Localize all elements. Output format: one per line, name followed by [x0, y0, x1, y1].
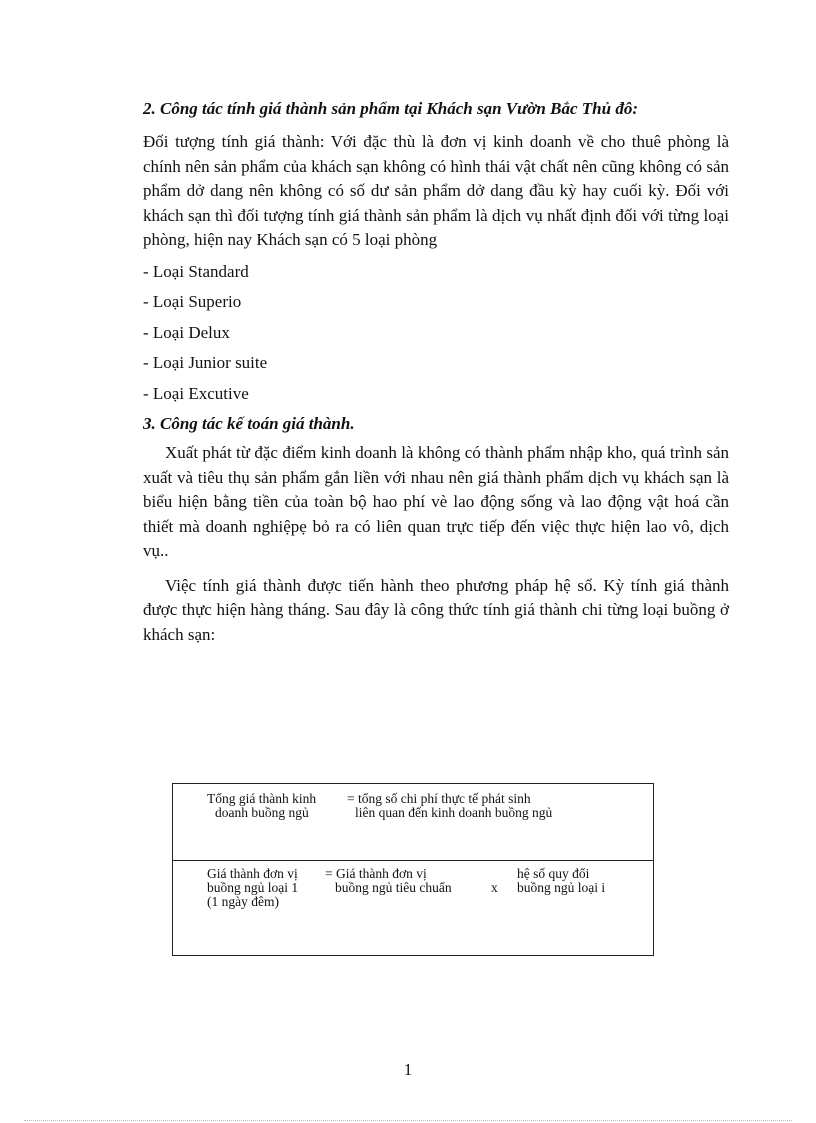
page-bottom-rule	[24, 1120, 792, 1121]
formula-total-label-line1: Tổng giá thành kinh	[207, 791, 317, 806]
formula-standard-unit-line1: = Giá thành đơn vị	[325, 866, 427, 881]
section-3-heading: 3. Công tác kế toán giá thành.	[143, 414, 355, 433]
formula-table	[172, 783, 654, 956]
formula-row-unit-cost	[173, 860, 653, 955]
formula-multiply-operator: x	[491, 880, 498, 895]
formula-total-definition-line1: = tổng số chi phí thực tế phát sinh	[347, 791, 531, 806]
formula-total-definition-line2: liên quan đến kinh doanh buồng ngủ	[355, 805, 553, 820]
room-type-item: - Loại Standard	[143, 261, 249, 281]
formula-unit-label-line3: (1 ngày đêm)	[207, 894, 279, 909]
room-type-list	[143, 257, 729, 410]
room-type-item: - Loại Excutive	[143, 383, 249, 403]
formula-standard-unit-line2: buồng ngủ tiêu chuẩn	[335, 880, 452, 895]
formula-total-label-line2: doanh buồng ngủ	[215, 805, 309, 820]
room-type-item: - Loại Junior suite	[143, 353, 268, 372]
room-type-item: - Loại Delux	[143, 322, 230, 342]
formula-row-total-cost	[173, 792, 653, 860]
section-2-heading: 2. Công tác tính giá thành sản phẩm tại Khách sạn Vườn Bắc Thủ đô:	[143, 99, 638, 118]
document-body	[143, 96, 729, 647]
formula-coefficient-line2: buồng ngủ loại i	[517, 880, 606, 895]
formula-unit-label-line1: Giá thành đơn vị	[207, 866, 298, 881]
room-type-item: - Loại Superio	[143, 292, 242, 311]
page-number: 1	[403, 1060, 413, 1079]
section-3-paragraph-2: Việc tính giá thành được tiến hành theo phương pháp hệ số. Kỳ tính giá thành được thực hiện hàng tháng. Sau đây là công thức tính giá thành chi từng loại buồng ở khách sạn:	[143, 575, 729, 644]
section-2-paragraph: Đối tượng tính giá thành: Với đặc thù là đơn vị kinh doanh về cho thuê phòng là chính nên sản phẩm của khách sạn không có hình thái vật chất nên cũng không có sản phẩm dở dang nên không có số dư sản phẩm dở dang đầu kỳ hay cuối kỳ. Đối với khách sạn thì đối tượng tính giá thành sản phẩm là dịch vụ nhất định đối với từng loại phòng, hiện nay Khách sạn có 5 loại phòng	[143, 132, 729, 249]
section-3-paragraph-1: Xuất phát từ đặc điểm kinh doanh là không có thành phẩm nhập kho, quá trình sản xuất và tiêu thụ sản phẩm gắn liền với nhau nên giá thành phẩm dịch vụ khách sạn là biểu hiện bằng tiền của toàn bộ hao phí vè lao động sống và lao động vật hoá cần thiết mà doanh nghiệpẹ bỏ ra có liên quan trực tiếp đến việc thực hiện lao vô, dịch vụ..	[143, 443, 729, 560]
formula-unit-label-line2: buồng ngủ loại 1	[207, 880, 299, 895]
formula-coefficient-line1: hệ số quy đổi	[517, 866, 590, 881]
